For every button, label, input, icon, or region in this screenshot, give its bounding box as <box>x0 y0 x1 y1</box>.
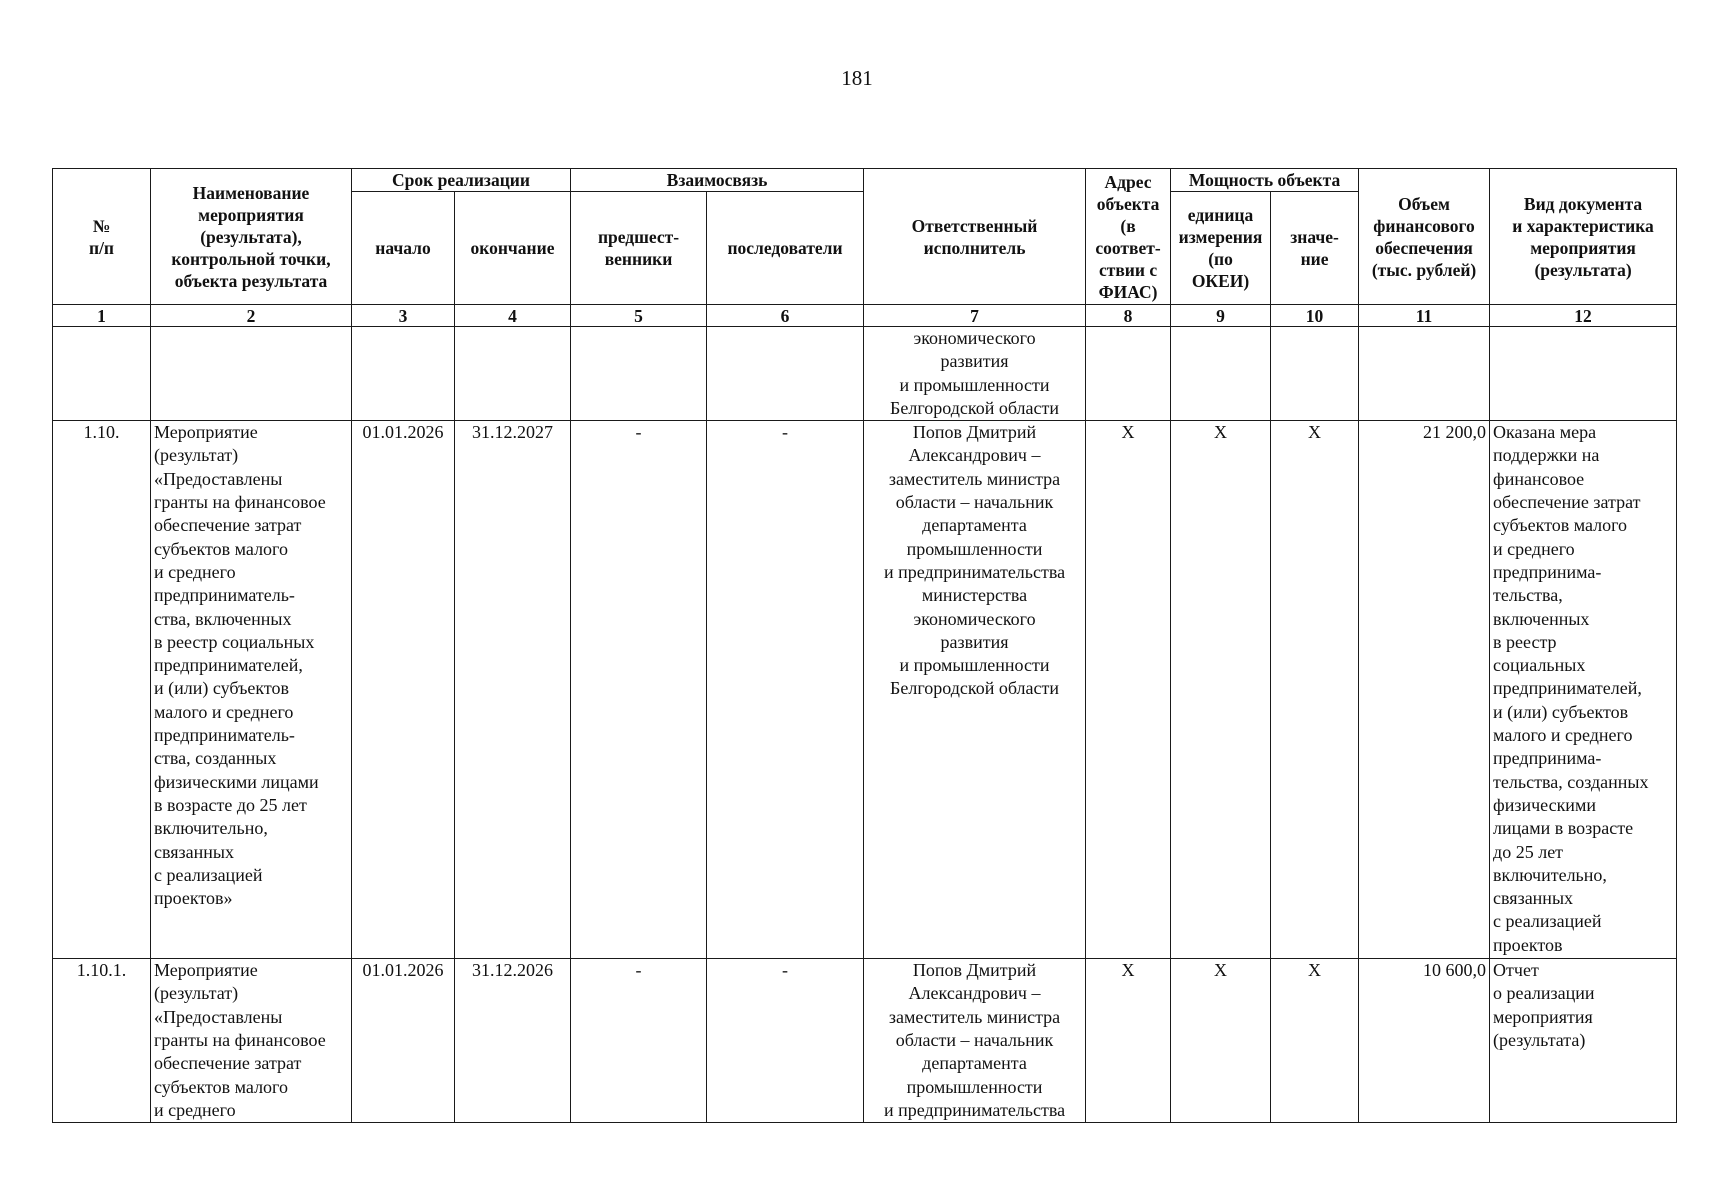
header-value: значе- ние <box>1271 192 1359 305</box>
column-number-cell: 9 <box>1171 305 1271 327</box>
table-row <box>53 327 1677 421</box>
predecessors-cell: - <box>571 959 707 1123</box>
unit-cell: X <box>1171 959 1271 1123</box>
document-cell: Отчет о реализации мероприятия (результата) <box>1490 959 1677 1123</box>
header-document: Вид документа и характеристика мероприятия (результата) <box>1490 169 1677 305</box>
start-date-cell: 01.01.2026 <box>352 959 455 1123</box>
table-body <box>53 327 1677 1123</box>
page-number: 181 <box>841 66 873 90</box>
column-number-cell: 3 <box>352 305 455 327</box>
start-date-cell: 01.01.2026 <box>352 421 455 959</box>
header-name: Наименование мероприятия (результата), контрольной точки, объекта результата <box>151 169 352 305</box>
end-date-cell: 31.12.2026 <box>455 959 571 1123</box>
header-address: Адрес объекта (в соответ- ствии с ФИАС) <box>1086 169 1171 305</box>
executor-cell: Попов Дмитрий Александрович – заместитель министра области – начальник департамента промышленности и предпринимательства министерства экономического развития и промышленности Белгородской области <box>864 421 1086 959</box>
column-number-cell: 11 <box>1359 305 1490 327</box>
activity-name-cell: Мероприятие (результат) «Предоставлены гранты на финансовое обеспечение затрат субъектов малого и среднего предприниматель- ства, включенных в реестр социальных предпринимателей, и (или) субъектов малого и среднего предприниматель- ства, созданных физическими лицами в возрасте до 25 лет включительно, связанных с реализацией проектов» <box>151 421 352 959</box>
finance-cell: 10 600,0 <box>1359 959 1490 1123</box>
column-number-cell: 4 <box>455 305 571 327</box>
table-row <box>53 959 1677 1123</box>
column-number-cell: 2 <box>151 305 352 327</box>
activity-name-cell: Мероприятие (результат) «Предоставлены гранты на финансовое обеспечение затрат субъектов малого и среднего <box>151 959 352 1123</box>
header-start: начало <box>352 192 455 305</box>
executor-cell: Попов Дмитрий Александрович – заместитель министра области – начальник департамента промышленности и предпринимательства <box>864 959 1086 1123</box>
unit-cell <box>1171 327 1271 421</box>
column-number-cell: 1 <box>53 305 151 327</box>
start-date-cell <box>352 327 455 421</box>
activity-name-cell <box>151 327 352 421</box>
document-cell: Оказана мера поддержки на финансовое обеспечение затрат субъектов малого и среднего предпринима- тельства, включенных в реестр социальных предпринимателей, и (или) субъектов малого и среднего предпринима- тельства, созданных физическими лицами в возрасте до 25 лет включительно, связанных с реализацией проектов <box>1490 421 1677 959</box>
plan-table <box>52 168 1677 1123</box>
unit-cell: X <box>1171 421 1271 959</box>
header-number: № п/п <box>53 169 151 305</box>
value-cell: X <box>1271 421 1359 959</box>
document-cell <box>1490 327 1677 421</box>
row-number-cell: 1.10. <box>53 421 151 959</box>
header-term-group: Срок реализации <box>352 169 571 192</box>
table-row <box>53 421 1677 959</box>
header-end: окончание <box>455 192 571 305</box>
header-executor: Ответственный исполнитель <box>864 169 1086 305</box>
row-number-cell <box>53 327 151 421</box>
executor-cell: экономического развития и промышленности Белгородской области <box>864 327 1086 421</box>
column-number-cell: 7 <box>864 305 1086 327</box>
row-number-cell: 1.10.1. <box>53 959 151 1123</box>
header-predecessors: предшест- венники <box>571 192 707 305</box>
header-finance: Объем финансового обеспечения (тыс. рублей) <box>1359 169 1490 305</box>
end-date-cell: 31.12.2027 <box>455 421 571 959</box>
successors-cell: - <box>707 421 864 959</box>
column-number-cell: 5 <box>571 305 707 327</box>
column-number-cell: 12 <box>1490 305 1677 327</box>
address-cell <box>1086 327 1171 421</box>
header-link-group: Взаимосвязь <box>571 169 864 192</box>
successors-cell <box>707 327 864 421</box>
predecessors-cell <box>571 327 707 421</box>
header-successors: последователи <box>707 192 864 305</box>
value-cell: X <box>1271 959 1359 1123</box>
column-number-cell: 6 <box>707 305 864 327</box>
finance-cell: 21 200,0 <box>1359 421 1490 959</box>
header-capacity-group: Мощность объекта <box>1171 169 1359 192</box>
address-cell: X <box>1086 959 1171 1123</box>
successors-cell: - <box>707 959 864 1123</box>
value-cell <box>1271 327 1359 421</box>
column-number-cell: 8 <box>1086 305 1171 327</box>
header-unit: единица измерения (по ОКЕИ) <box>1171 192 1271 305</box>
end-date-cell <box>455 327 571 421</box>
address-cell: X <box>1086 421 1171 959</box>
predecessors-cell: - <box>571 421 707 959</box>
column-number-cell: 10 <box>1271 305 1359 327</box>
finance-cell <box>1359 327 1490 421</box>
